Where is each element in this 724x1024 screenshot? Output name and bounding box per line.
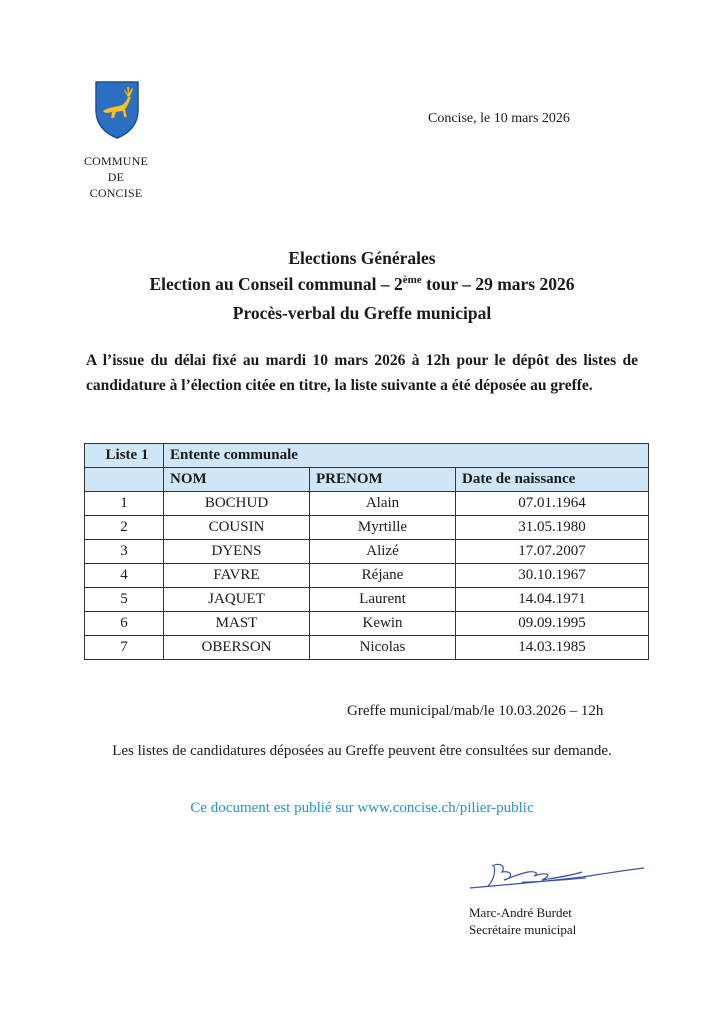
table-row [85,564,649,588]
title-line-2-superscript: ème [402,274,422,286]
title-line-2-start: Election au Conseil communal – 2 [149,274,403,294]
cell-date: 14.04.1971 [456,588,649,612]
title-line-3: Procès-verbal du Greffe municipal [232,303,492,323]
commune-line-1: COMMUNE [83,154,149,168]
cell-date: 17.07.2007 [456,540,649,564]
document-reference: Greffe municipal/mab/le 10.03.2026 – 12h [347,703,604,719]
cell-nom: DYENS [164,540,310,564]
document-titles [0,245,724,326]
cell-prenom: Nicolas [310,636,456,660]
cell-number: 3 [85,540,164,564]
cell-number: 5 [85,588,164,612]
table-row [85,492,649,516]
column-header-number [85,468,164,492]
consultation-note: Les listes de candidatures déposées au Greffe peuvent être consultées sur demande. [112,743,612,759]
cell-number: 6 [85,612,164,636]
cell-nom: BOCHUD [164,492,310,516]
cell-nom: OBERSON [164,636,310,660]
intro-paragraph: A l’issue du délai fixé au mardi 10 mars 2026 à 12h pour le dépôt des listes de candidature à l’élection citée en titre, la liste suivante a été déposée au greffe. [86,352,638,394]
cell-nom: COUSIN [164,516,310,540]
cell-date: 07.01.1964 [456,492,649,516]
list-name: Entente communale [164,444,649,468]
publication-notice: Ce document est publié sur www.concise.ch/pilier-public [190,800,534,816]
cell-number: 1 [85,492,164,516]
table-row [85,516,649,540]
cell-number: 4 [85,564,164,588]
signer-name: Marc-André Burdet [469,905,572,920]
cell-prenom: Laurent [310,588,456,612]
cell-number: 2 [85,516,164,540]
table-row [85,588,649,612]
list-label: Liste 1 [85,444,164,468]
commune-name [70,153,162,201]
cell-prenom: Myrtille [310,516,456,540]
title-line-1: Elections Générales [288,248,436,268]
cell-nom: MAST [164,612,310,636]
cell-prenom: Kewin [310,612,456,636]
cell-nom: FAVRE [164,564,310,588]
cell-prenom: Alain [310,492,456,516]
cell-date: 30.10.1967 [456,564,649,588]
cell-number: 7 [85,636,164,660]
signer-block [469,904,576,938]
table-row [85,612,649,636]
table-row [85,636,649,660]
column-header-date: Date de naissance [456,468,649,492]
candidates-table [84,443,649,660]
place-date: Concise, le 10 mars 2026 [428,111,570,126]
commune-line-3: CONCISE [89,186,143,200]
signer-title: Secrétaire municipal [469,922,577,937]
signature-icon [462,852,652,898]
commune-line-2: DE [107,170,125,184]
cell-date: 31.05.1980 [456,516,649,540]
column-header-nom: NOM [164,468,310,492]
coat-of-arms-icon [94,80,140,140]
cell-date: 09.09.1995 [456,612,649,636]
cell-date: 14.03.1985 [456,636,649,660]
table-header-row-list [85,444,649,468]
cell-prenom: Réjane [310,564,456,588]
cell-prenom: Alizé [310,540,456,564]
table-row [85,540,649,564]
title-line-2-end: tour – 29 mars 2026 [421,274,575,294]
title-line-2 [0,271,724,300]
cell-nom: JAQUET [164,588,310,612]
column-header-prenom: PRENOM [310,468,456,492]
table-header-row-columns [85,468,649,492]
